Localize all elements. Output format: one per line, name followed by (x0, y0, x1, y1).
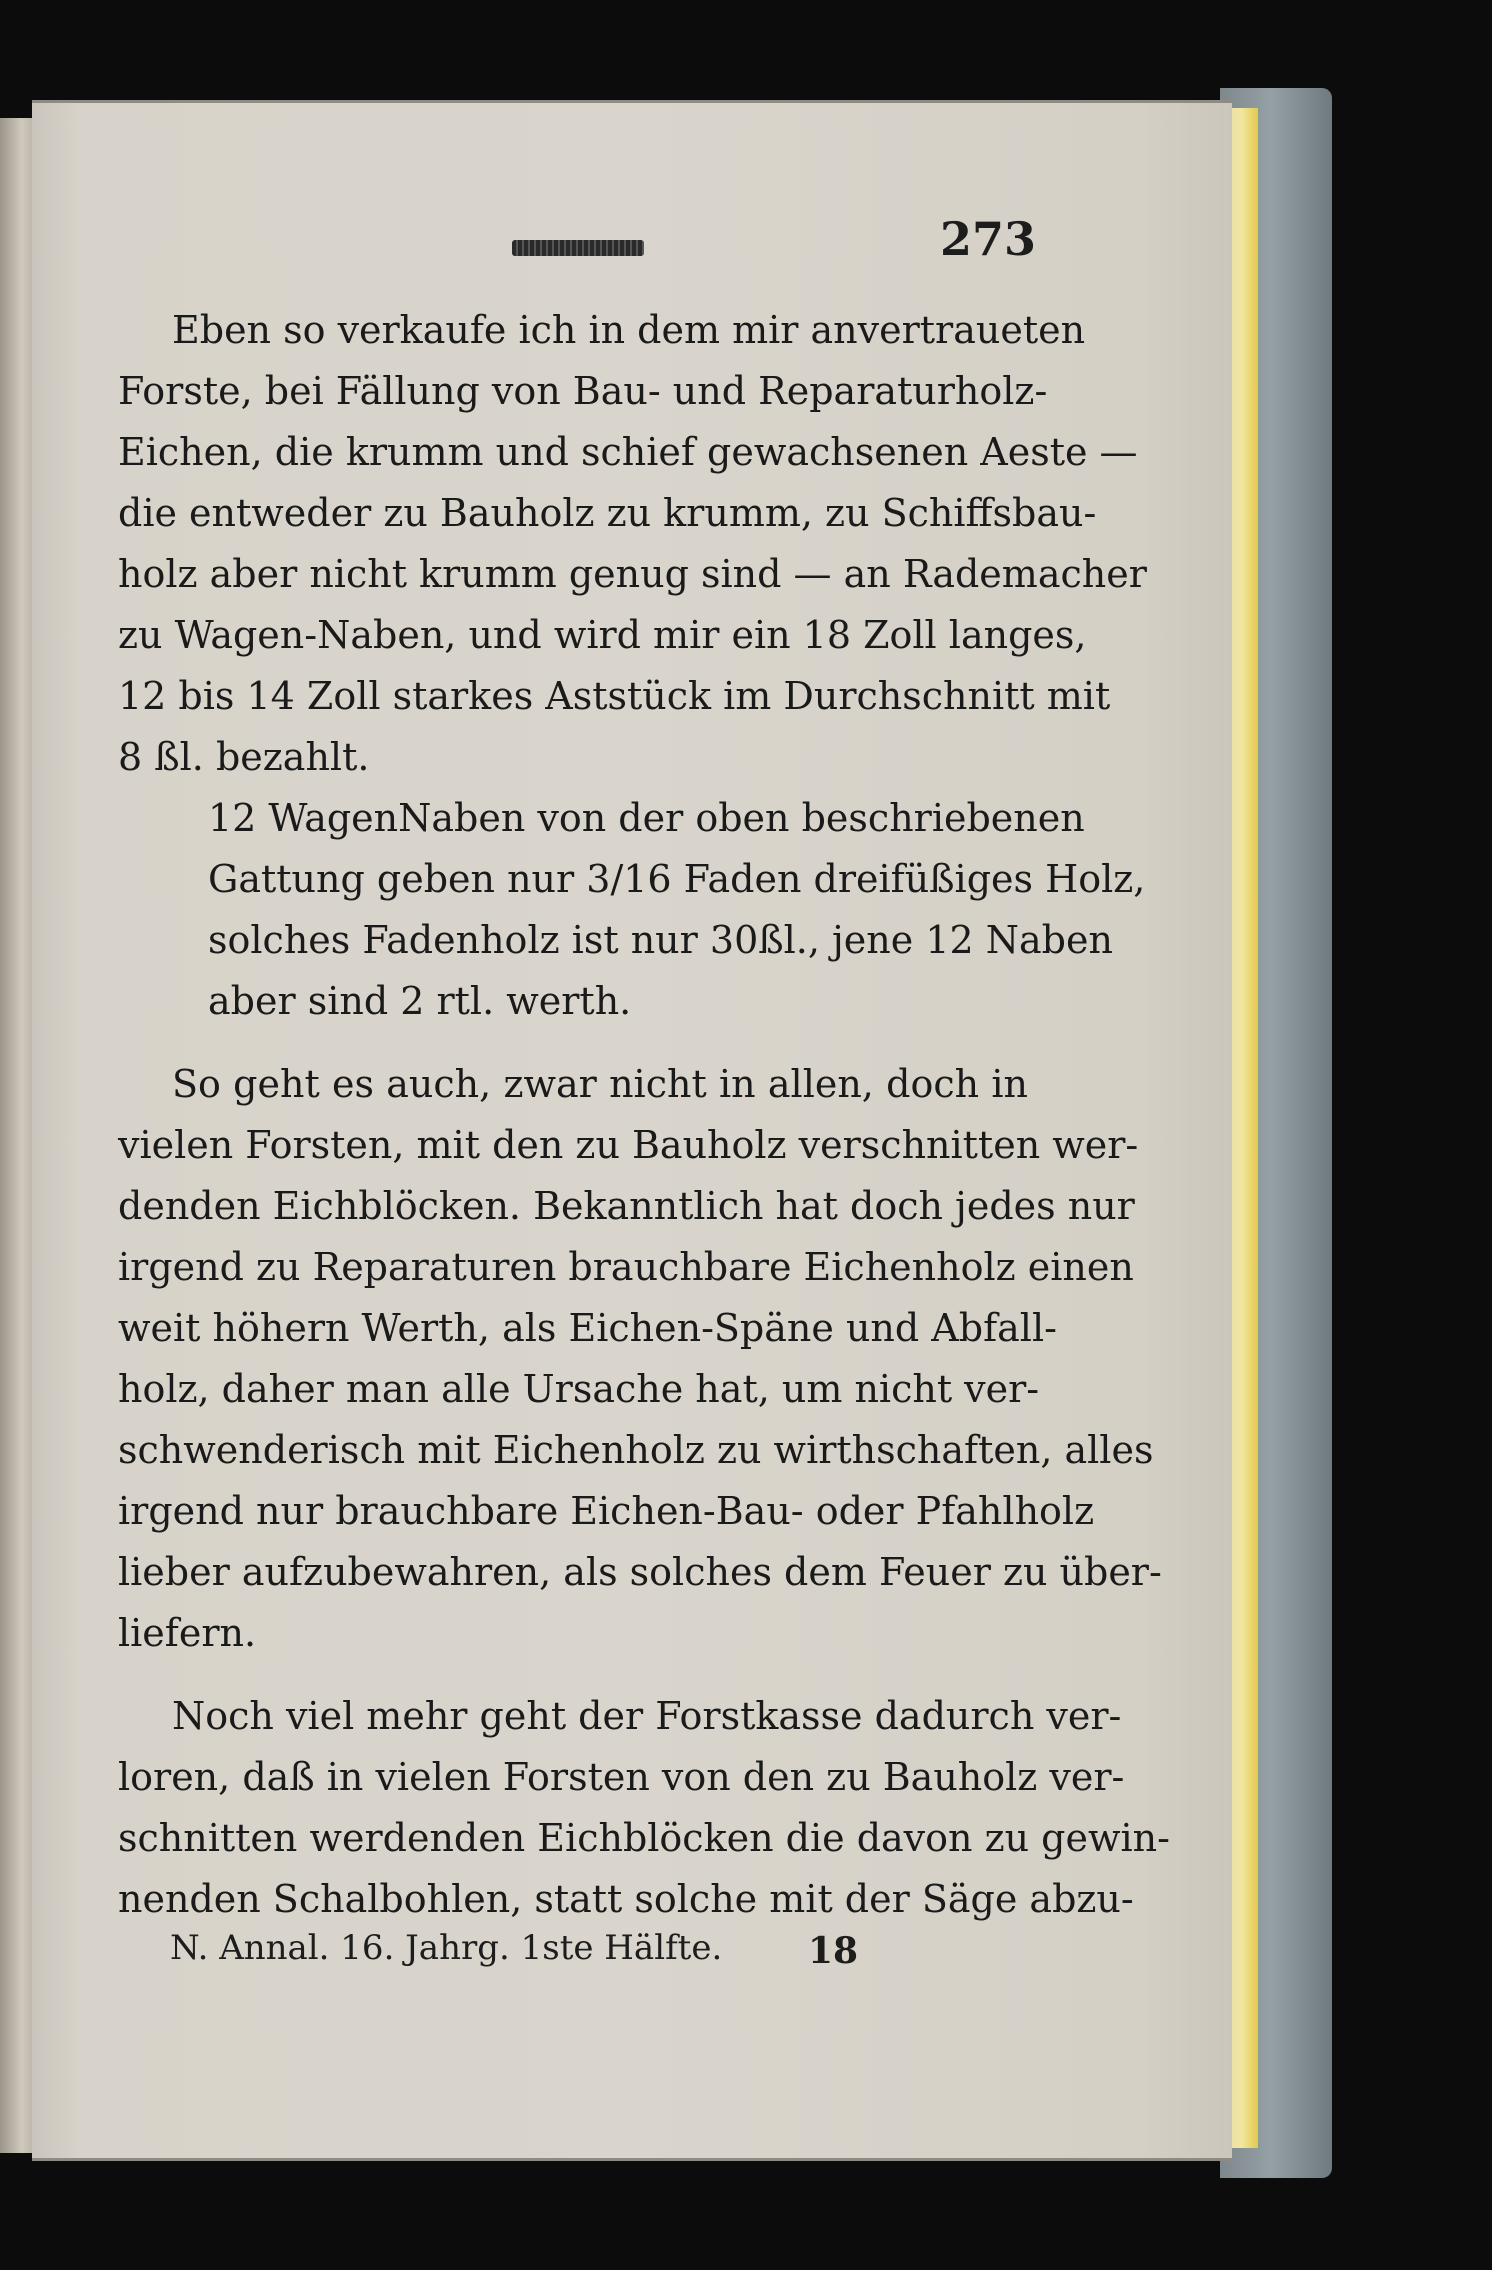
page-body (118, 300, 1170, 1930)
text-line: So geht es auch, zwar nicht in allen, doch in (172, 1062, 1028, 1106)
text-line: 8 ßl. bezahlt. (118, 735, 370, 779)
text-line: Eben so verkaufe ich in dem mir anvertraueten (172, 308, 1086, 352)
note-block (118, 788, 1146, 1032)
paragraph-1 (118, 300, 1147, 788)
paragraph-3 (118, 1686, 1170, 1930)
text-line: irgend nur brauchbare Eichen-Bau- oder Pfahlholz (118, 1489, 1095, 1533)
text-line: nenden Schalbohlen, statt solche mit der Säge abzu- (118, 1877, 1134, 1921)
text-line: holz, daher man alle Ursache hat, um nicht ver- (118, 1367, 1040, 1411)
text-line: denden Eichblöcken. Bekanntlich hat doch jedes nur (118, 1184, 1135, 1228)
text-line: holz aber nicht krumm genug sind — an Rademacher (118, 552, 1147, 596)
text-line: 12 WagenNaben von der oben beschriebenen (208, 796, 1085, 840)
text-line: irgend zu Reparaturen brauchbare Eichenholz einen (118, 1245, 1134, 1289)
text-line: die entweder zu Bauholz zu krumm, zu Schiffsbau- (118, 491, 1097, 535)
page-number: 273 (940, 212, 1037, 266)
text-line: aber sind 2 rtl. werth. (208, 979, 632, 1023)
text-line: weit höhern Werth, als Eichen-Späne und Abfall- (118, 1306, 1057, 1350)
text-line: zu Wagen-Naben, und wird mir ein 18 Zoll langes, (118, 613, 1087, 657)
text-line: Gattung geben nur 3/16 Faden dreifüßiges Holz, (208, 857, 1146, 901)
text-line: 12 bis 14 Zoll starkes Aststück im Durchschnitt mit (118, 674, 1111, 718)
paragraph-2 (118, 1054, 1162, 1664)
text-line: Forste, bei Fällung von Bau- und Reparaturholz- (118, 369, 1048, 413)
decorative-rule-icon (512, 240, 644, 256)
text-line: schwenderisch mit Eichenholz zu wirthschaften, alles (118, 1428, 1154, 1472)
text-line: lieber aufzubewahren, als solches dem Feuer zu über- (118, 1550, 1162, 1594)
text-line: Noch viel mehr geht der Forstkasse dadurch ver- (172, 1694, 1122, 1738)
text-line: vielen Forsten, mit den zu Bauholz verschnitten wer- (118, 1123, 1139, 1167)
text-line: schnitten werdenden Eichblöcken die davon zu gewin- (118, 1816, 1170, 1860)
text-line: liefern. (118, 1611, 257, 1655)
footer-imprint: N. Annal. 16. Jahrg. 1ste Hälfte. (170, 1928, 723, 1968)
text-line: Eichen, die krumm und schief gewachsenen Aeste — (118, 430, 1138, 474)
text-line: solches Fadenholz ist nur 30ßl., jene 12 Naben (208, 918, 1113, 962)
text-line: loren, daß in vielen Forsten von den zu Bauholz ver- (118, 1755, 1125, 1799)
signature-mark: 18 (808, 1930, 859, 1972)
